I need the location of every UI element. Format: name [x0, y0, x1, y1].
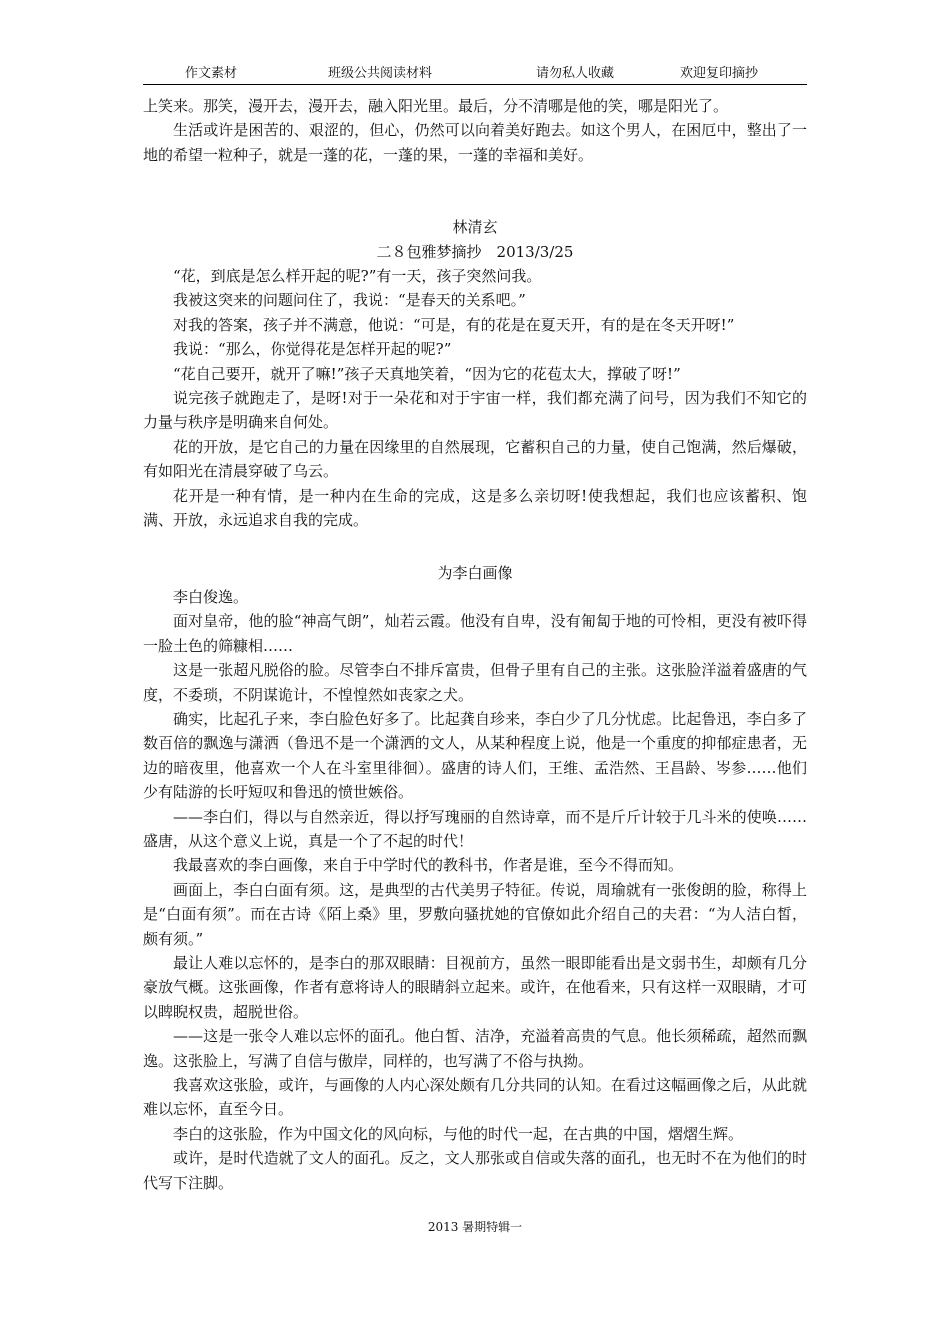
paragraph: ——这是一张令人难以忘怀的面孔。他白皙、洁净，充溢着高贵的气息。他长须稀疏，超然而飘逸。这张脸上，写满了自信与傲岸，同样的，也写满了不俗与执拗。 [143, 1027, 807, 1070]
paragraph: 面对皇帝，他的脸“神高气朗”，灿若云霞。他没有自卑，没有匍匐于地的可怜相，更没有被吓得一脸土色的筛糠相…… [143, 612, 807, 655]
paragraph: ——李白们，得以与自然亲近，得以抒写瑰丽的自然诗章，而不是斤斤计较于几斗米的使唤……盛唐，从这个意义上说，真是一个了不起的时代！ [143, 807, 807, 850]
paragraph: 李白的这张脸，作为中国文化的风向标，与他的时代一起，在古典的中国，熠熠生辉。 [173, 1124, 744, 1143]
paragraph: 最让人难以忘怀的，是李白的那双眼睛：目视前方，虽然一眼即能看出是文弱书生，却颇有几分豪放气概。这张画像，作者有意将诗人的眼睛斜立起来。或许，在他看来，只有这样一双眼睛，才可以睥睨权贵，超脱世俗。 [143, 954, 807, 1021]
paragraph: 我被这突来的问题问住了，我说：“是春天的关系吧。” [173, 291, 526, 310]
header-label-no-private-keep: 请勿私人收藏 [536, 66, 615, 81]
paragraph: 花开是一种有情，是一种内在生命的完成，这是多么亲切呀!使我想起，我们也应该蓄积、饱满、开放，永远追求自我的完成。 [143, 486, 807, 530]
paragraph: 画面上，李白白面有须。这，是典型的古代美男子特征。传说，周瑜就有一张俊朗的脸，称得上是“白面有须”。而在古诗《陌上桑》里，罗敷向骚扰她的官僚如此介绍自己的夫君：“为人洁白皙，颇有须。” [143, 880, 807, 948]
paragraph: 说完孩子就跑走了，是呀!对于一朵花和对于宇宙一样，我们都充满了问号，因为我们不知它的力量与秩序是明确来自何处。 [143, 389, 807, 432]
paragraph: “花自己要开，就开了嘛!”孩子天真地笑着，“因为它的花苞太大，撑破了呀!” [173, 364, 681, 383]
paragraph: “花，到底是怎么样开起的呢?”有一天，孩子突然问我。 [173, 267, 542, 286]
document-body [143, 94, 807, 1195]
paragraph: 生活或许是困苦的、艰涩的，但心，仍然可以向着美好跑去。如这个男人，在困厄中，整出了一地的希望一粒种子，就是一蓬的花，一蓬的果，一蓬的幸福和美好。 [143, 121, 807, 164]
paragraph: 我喜欢这张脸，或许，与画像的人内心深处颇有几分共同的认知。在看过这幅画像之后，从此就难以忘怀，直至今日。 [143, 1076, 807, 1119]
paragraph: 这是一张超凡脱俗的脸。尽管李白不排斥富贵，但骨子里有自己的主张。这张脸洋溢着盛唐的气度，不委琐，不阴谋诡计，不惶惶然如丧家之犬。 [143, 661, 807, 704]
section-title: 为李白画像 [437, 563, 513, 582]
header-label-welcome-copy: 欢迎复印摘抄 [680, 66, 759, 81]
paragraph: 李白俊逸。 [173, 587, 249, 606]
section-author-title: 林清玄 [452, 218, 498, 237]
paragraph: 确实，比起孔子来，李白脸色好多了。比起龚自珍来，李白少了几分忧虑。比起鲁迅，李白多了数百倍的飘逸与潇洒（鲁迅不是一个潇洒的文人，从某种程度上说，他是一个重度的抑郁症患者，无边的暗夜里，他喜欢一个人在斗室里徘徊）。盛唐的诗人们，王维、孟浩然、王昌龄、岑参……他们少有陆游的长吁短叹和鲁迅的愤世嫉俗。 [143, 709, 807, 802]
paragraph: 我说：“那么，你觉得花是怎样开起的呢?” [173, 340, 452, 359]
paragraph: 或许，是时代造就了文人的面孔。反之，文人那张或自信或失落的面孔，也无时不在为他们的时代写下注脚。 [143, 1149, 807, 1192]
page-header [143, 66, 807, 85]
section-byline: 二８包雅梦摘抄 2013/3/25 [376, 242, 574, 261]
header-label-essay-material: 作文素材 [185, 66, 238, 81]
paragraph: 我最喜欢的李白画像，来自于中学时代的教科书，作者是谁，至今不得而知。 [173, 856, 684, 875]
paragraph: 上笑来。那笑，漫开去，漫开去，融入阳光里。最后，分不清哪是他的笑，哪是阳光了。 [143, 97, 729, 115]
paragraph: 花的开放，是它自己的力量在因缘里的自然展现，它蓄积自己的力量，使自己饱满，然后爆破，有如阳光在清晨穿破了乌云。 [143, 437, 807, 481]
header-label-class-reading: 班级公共阅读材料 [328, 66, 433, 81]
paragraph: 对我的答案，孩子并不满意，他说：“可是，有的花是在夏天开，有的是在冬天开呀!” [173, 315, 735, 334]
page-footer: 2013 暑期特辑一 [427, 1220, 523, 1234]
